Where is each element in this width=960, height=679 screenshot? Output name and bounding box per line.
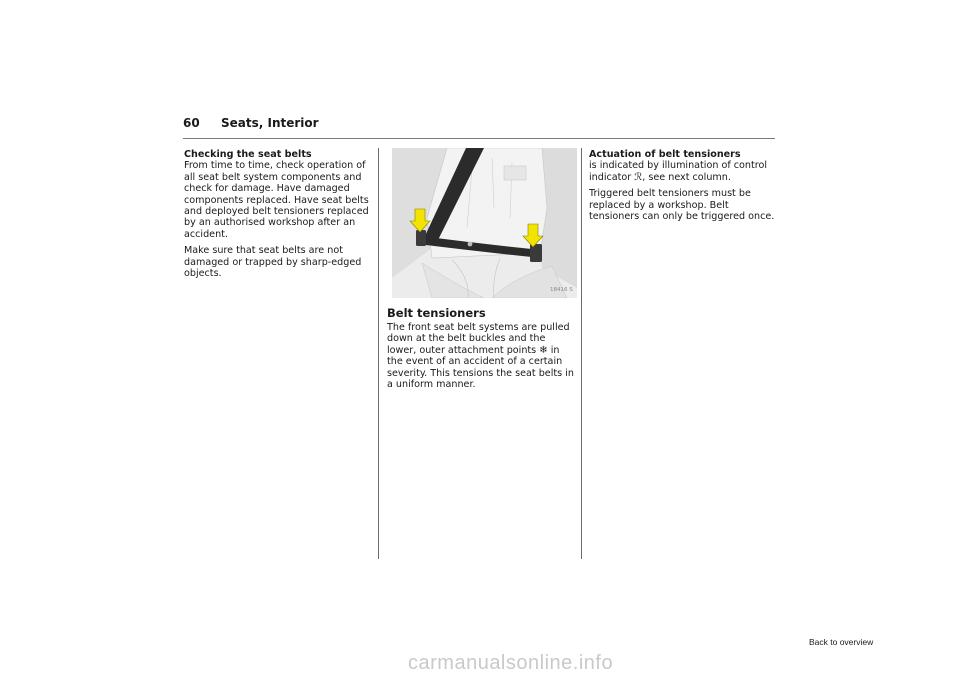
figure-code: 18416 S <box>550 287 573 293</box>
belt-tensioner-indicator-icon: ℛ <box>634 171 643 183</box>
column-divider-2 <box>581 148 582 559</box>
text-tensions-uniform: in the event of an accident of a certain severity. This tensions the seat belts in a uniform manner. <box>387 344 574 391</box>
section-title: Seats, Interior <box>221 116 319 130</box>
text-indicated-by: is indicated by illumination of control indicator <box>589 160 768 183</box>
subheading-actuation: Actuation of belt tensioners <box>589 149 741 160</box>
page-number: 60 <box>183 116 200 130</box>
page-header <box>183 116 775 139</box>
text-pulled-down: The front seat belt systems are pulled down at the belt buckles and the lower, outer attachment points <box>387 322 570 356</box>
column-actuation <box>589 149 777 227</box>
column-belt-tensioners <box>387 307 575 395</box>
column-divider-1 <box>378 148 379 559</box>
text-see-next-column: , see next column. <box>642 171 731 183</box>
text-checking-operation: From time to time, check operation of all seat belt system components and check for damage. Have damaged components replaced. Have seat belts and deployed belt tensioners replaced by an authorised workshop after an accident. <box>184 160 369 240</box>
heading-belt-tensioners: Belt tensioners <box>387 306 486 320</box>
watermark: carmanualsonline.info <box>408 652 614 674</box>
seat-belt-illustration <box>392 148 577 298</box>
text-not-damaged: Make sure that seat belts are not damaged or trapped by sharp-edged objects. <box>184 245 362 280</box>
column-checking-seat-belts <box>184 149 372 284</box>
paragraph-actuation <box>589 149 777 183</box>
text-triggered-tensioners: Triggered belt tensioners must be replaced by a workshop. Belt tensioners can only be triggered once. <box>589 188 775 223</box>
paragraph-checking <box>184 149 372 240</box>
back-to-overview-link[interactable]: Back to overview <box>809 637 874 647</box>
subheading-checking-seat-belts: Checking the seat belts <box>184 149 312 160</box>
snowflake-icon: ❄ <box>539 344 548 356</box>
text-belt-tensioners <box>387 322 575 390</box>
